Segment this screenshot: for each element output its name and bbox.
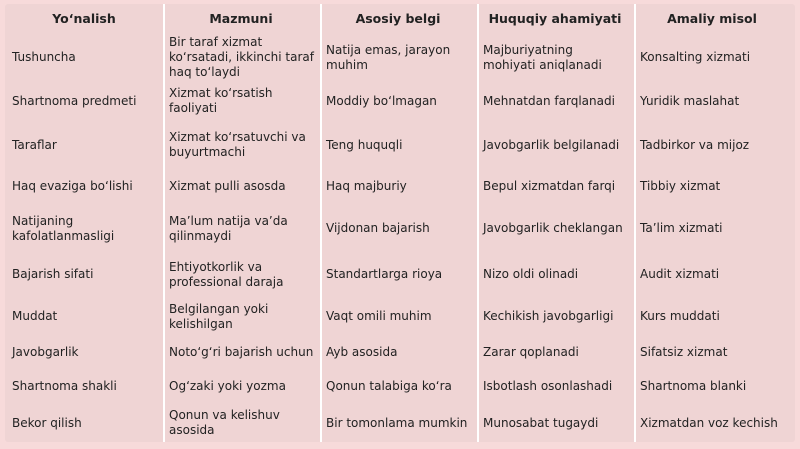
cell-main-feature: Vijdonan bajarish [326,221,430,235]
table-row [5,297,795,336]
column-divider [320,4,322,442]
cell-main-feature: Moddiy bo‘lmagan [326,93,437,108]
table-row [5,35,795,80]
cell-main-feature: Natija emas, jarayon muhim [326,42,451,72]
header-legal-significance: Huquqiy ahamiyati [488,11,622,26]
cell-direction: Tushuncha [12,50,76,64]
cell-practical-example: Konsalting xizmati [640,50,751,64]
cell-legal-significance: Munosabat tugaydi [483,415,599,430]
cell-practical-example: Tadbirkor va mijoz [640,137,750,152]
cell-main-feature: Teng huquqli [326,137,403,152]
cell-content: Xizmat pulli asosda [169,179,286,193]
cell-main-feature: Bir tomonlama mumkin [326,415,468,430]
cell-legal-significance: Javobgarlik belgilanadi [483,137,620,152]
cell-direction: Shartnoma predmeti [12,93,137,108]
cell-practical-example: Sifatsiz xizmat [640,345,728,359]
cell-practical-example: Tibbiy xizmat [640,179,721,193]
cell-direction: Javobgarlik [12,345,79,359]
cell-content: Xizmat ko‘rsatish faoliyati [169,86,273,115]
table-row [5,168,795,205]
column-divider [634,4,636,442]
cell-content: Xizmat ko‘rsatuvchi va buyurtmachi [169,130,306,159]
column-divider [163,4,165,442]
header-practical-example: Amaliy misol [667,11,757,26]
cell-practical-example: Ta’lim xizmati [640,221,723,235]
cell-legal-significance: Isbotlash osonlashadi [483,379,613,393]
cell-content: Ma’lum natija va’da qilinmaydi [169,213,288,243]
cell-direction: Haq evaziga bo‘lishi [12,179,133,193]
cell-content: Qonun va kelishuv asosida [169,408,280,437]
cell-direction: Natijaning kafolatlanmasligi [12,213,115,243]
cell-content: Belgilangan yoki kelishilgan [169,301,269,331]
cell-direction: Muddat [12,309,58,323]
cell-legal-significance: Bepul xizmatdan farqi [483,179,616,193]
table-row [5,404,795,442]
cell-legal-significance: Nizo oldi olinadi [483,267,579,281]
table-row [5,369,795,404]
cell-legal-significance: Majburiyatning mohiyati aniqlanadi [483,42,602,72]
comparison-table [5,4,795,442]
cell-main-feature: Qonun talabiga ko‘ra [326,379,452,393]
cell-main-feature: Vaqt omili muhim [326,309,432,323]
cell-content: Bir taraf xizmat ko‘rsatadi, ikkinchi taraf haq to‘laydi [169,35,314,79]
cell-direction: Taraflar [12,137,57,152]
cell-legal-significance: Javobgarlik cheklangan [483,221,623,235]
cell-legal-significance: Kechikish javobgarligi [483,309,614,323]
cell-practical-example: Shartnoma blanki [640,379,747,393]
cell-practical-example: Yuridik maslahat [640,93,740,108]
table-row [5,205,795,252]
cell-practical-example: Audit xizmati [640,267,720,281]
cell-direction: Bajarish sifati [12,267,94,281]
header-content: Mazmuni [209,11,273,26]
cell-content: Noto‘g‘ri bajarish uchun [169,345,314,359]
cell-main-feature: Haq majburiy [326,179,407,193]
column-divider [477,4,479,442]
table-row [5,80,795,122]
cell-legal-significance: Mehnatdan farqlanadi [483,93,615,108]
cell-practical-example: Xizmatdan voz kechish [640,415,778,430]
cell-content: Ehtiyotkorlik va professional daraja [169,259,284,289]
table-row [5,122,795,168]
cell-main-feature: Standartlarga rioya [326,267,443,281]
table-grid [5,4,795,442]
table-header-row [5,4,795,34]
table-row [5,252,795,297]
header-main-feature: Asosiy belgi [355,11,441,26]
cell-direction: Shartnoma shakli [12,379,117,393]
cell-content: Og‘zaki yoki yozma [169,379,286,393]
cell-main-feature: Ayb asosida [326,345,398,359]
table-row [5,336,795,369]
cell-practical-example: Kurs muddati [640,309,720,323]
header-direction: Yo‘nalish [52,11,116,26]
cell-direction: Bekor qilish [12,415,82,430]
cell-legal-significance: Zarar qoplanadi [483,345,579,359]
